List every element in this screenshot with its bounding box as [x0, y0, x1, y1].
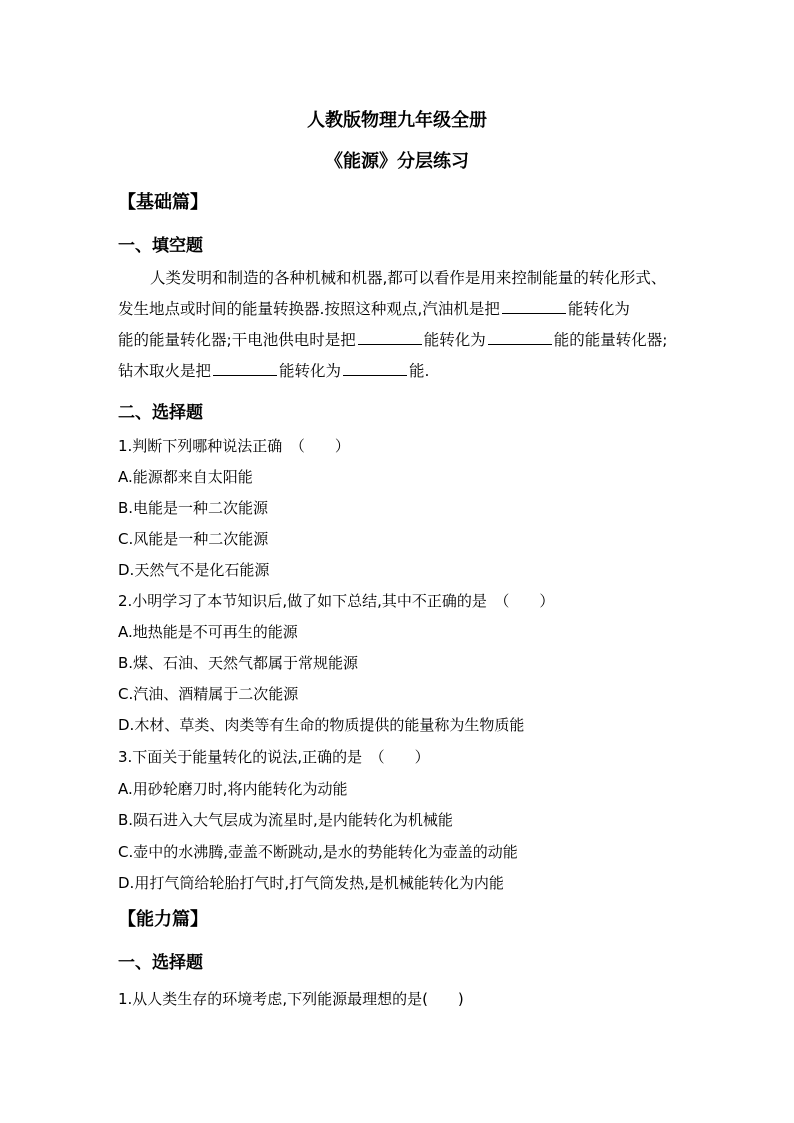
q1-option-c: C.风能是一种二次能源	[118, 530, 269, 548]
answer-blank[interactable]	[488, 343, 552, 345]
fill-blank-heading: 一、填空题	[118, 236, 203, 256]
q1-option-d: D.天然气不是化石能源	[118, 561, 270, 579]
answer-blank[interactable]	[343, 374, 407, 376]
q2-option-a: A.地热能是不可再生的能源	[118, 623, 298, 641]
document-title: 人教版物理九年级全册	[307, 110, 487, 131]
para-line-4: 钻木取火是把 能转化为 能.	[118, 362, 430, 380]
document-subtitle: 《能源》分层练习	[325, 151, 469, 172]
fill-blank-paragraph	[118, 263, 684, 387]
answer-blank[interactable]	[502, 312, 566, 314]
ability-choice-heading: 一、选择题	[118, 953, 203, 973]
para-line-1: 人类发明和制造的各种机械和机器,都可以看作是用来控制能量的转化形式、	[150, 269, 667, 287]
para-line-3: 能的能量转化器;干电池供电时是把 能转化为 能的能量转化器;	[118, 331, 668, 349]
q1-option-a: A.能源都来自太阳能	[118, 468, 253, 486]
para-line-2: 发生地点或时间的能量转换器.按照这种观点,汽油机是把 能转化为	[118, 300, 630, 318]
question-2: 2.小明学习了本节知识后,做了如下总结,其中不正确的是 （ ）	[118, 592, 555, 610]
choice-heading: 二、选择题	[118, 403, 203, 423]
q3-option-a: A.用砂轮磨刀时,将内能转化为动能	[118, 780, 348, 798]
q1-option-b: B.电能是一种二次能源	[118, 499, 269, 517]
q3-option-c: C.壶中的水沸腾,壶盖不断跳动,是水的势能转化为壶盖的动能	[118, 843, 518, 861]
q2-option-c: C.汽油、酒精属于二次能源	[118, 685, 299, 703]
ability-question-1: 1.从人类生存的环境考虑,下列能源最理想的是( )	[118, 990, 464, 1008]
answer-blank[interactable]	[213, 374, 277, 376]
question-1: 1.判断下列哪种说法正确 （ ）	[118, 437, 350, 455]
q3-option-b: B.陨石进入大气层成为流星时,是内能转化为机械能	[118, 811, 453, 829]
question-3: 3.下面关于能量转化的说法,正确的是 （ ）	[118, 748, 430, 766]
ability-section-heading: 【能力篇】	[118, 909, 208, 930]
q2-option-b: B.煤、石油、天然气都属于常规能源	[118, 654, 359, 672]
answer-blank[interactable]	[358, 343, 422, 345]
q2-option-d: D.木材、草类、肉类等有生命的物质提供的能量称为生物质能	[118, 716, 525, 734]
basic-section-heading: 【基础篇】	[118, 192, 208, 213]
q3-option-d: D.用打气筒给轮胎打气时,打气筒发热,是机械能转化为内能	[118, 874, 504, 892]
